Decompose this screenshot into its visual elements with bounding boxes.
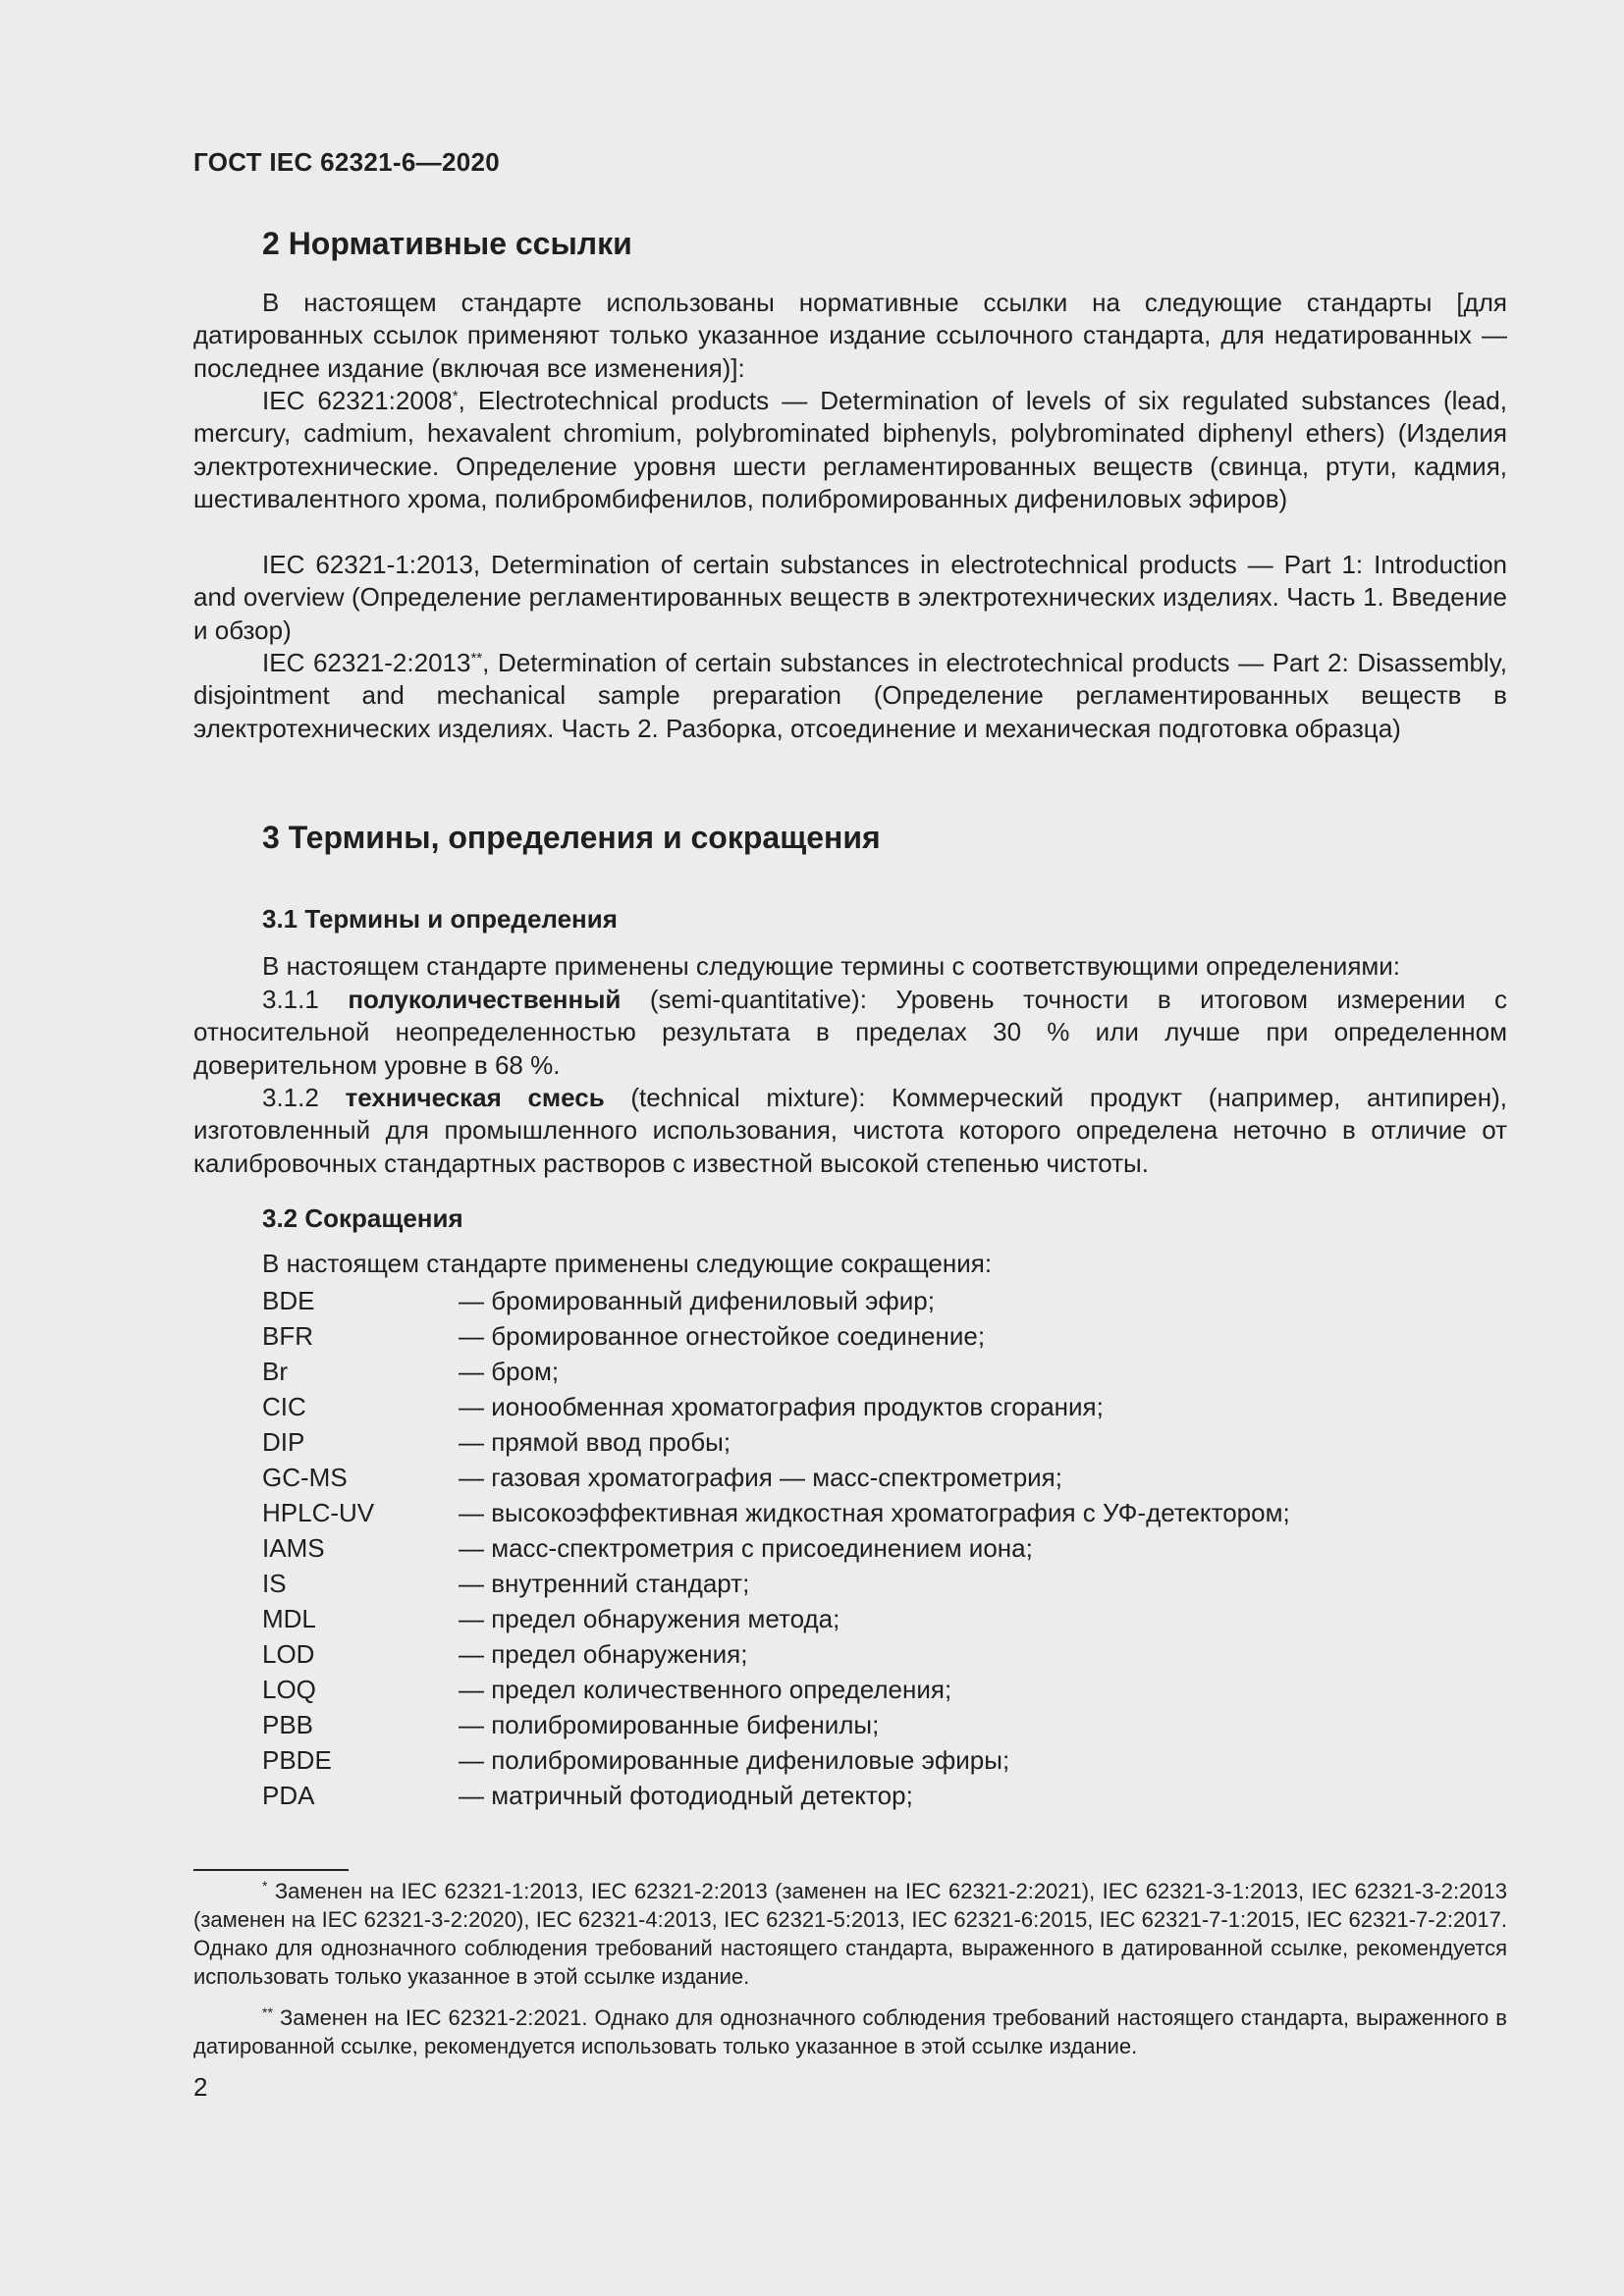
reference-1	[193, 385, 1507, 516]
term-name: техническая смесь	[345, 1083, 605, 1112]
abbreviation-term: BDE	[262, 1286, 315, 1315]
footnote-1	[193, 1877, 1507, 1991]
term-definition: (semi-quantitative): Уровень точности в итоговом измерении с относительной неопределенностью результата в пределах 30 % или лучше при определенном доверительном уровне в 68 %.	[193, 985, 1507, 1080]
abbreviation-definition: — полибромированные дифениловые эфиры;	[459, 1745, 1010, 1775]
list-item	[262, 1392, 1290, 1427]
abbreviation-term: MDL	[262, 1604, 316, 1633]
list-item	[262, 1781, 1290, 1816]
abbreviation-definition: — предел обнаружения;	[459, 1639, 748, 1669]
abbreviation-term: CIC	[262, 1392, 306, 1421]
abbreviation-definition: — бромированное огнестойкое соединение;	[459, 1321, 986, 1351]
reference-2	[193, 549, 1507, 647]
term-name: полуколичественный	[348, 985, 622, 1014]
reference-code: IEC 62321:2008	[262, 386, 453, 415]
list-item	[262, 1569, 1290, 1604]
section-3-1-intro: В настоящем стандарте применены следующие термины с соответствующими определениями:	[262, 951, 1401, 981]
abbreviation-definition: — высокоэффективная жидкостная хроматография с УФ-детектором;	[459, 1498, 1290, 1527]
reference-code: IEC 62321-1:2013	[262, 550, 473, 579]
abbreviation-definition: — внутренний стандарт;	[459, 1569, 750, 1598]
abbreviation-list	[262, 1286, 1290, 1816]
abbreviation-term: PBB	[262, 1710, 314, 1739]
document-header: ГОСТ IEC 62321-6—2020	[193, 147, 500, 177]
list-item	[262, 1357, 1290, 1392]
list-item	[262, 1745, 1290, 1781]
abbreviation-term: LOD	[262, 1639, 315, 1669]
abbreviation-definition: — ионообменная хроматография продуктов сгорания;	[459, 1392, 1104, 1421]
abbreviation-term: Br	[262, 1357, 288, 1386]
reference-text: , Electrotechnical products — Determination of levels of six regulated substances (lead, mercury, cadmium, hexavalent chromium, polybrominated biphenyls, polybrominated diphenyl ethers) (Изделия электротехнические. Определение уровня шести регламентированных веществ (свинца, ртути, кадмия, шестивалентного хрома, полибромбифенилов, полибромированных дифениловых эфиров)	[193, 386, 1507, 514]
footnote-mark: **	[470, 650, 483, 667]
abbreviation-definition: — матричный фотодиодный детектор;	[459, 1781, 913, 1810]
list-item	[262, 1463, 1290, 1498]
list-item	[262, 1675, 1290, 1710]
footnote-2	[193, 2003, 1507, 2060]
reference-text: , Determination of certain substances in electrotechnical products — Part 1: Introduction and overview (Определение регламентированных веществ в электротехнических изделиях. Часть 1. Введение и обзор)	[193, 550, 1507, 645]
abbreviation-definition: — полибромированные бифенилы;	[459, 1710, 880, 1739]
section-3-2-title: 3.2 Сокращения	[262, 1203, 463, 1233]
abbreviation-definition: — газовая хроматография — масс-спектрометрия;	[459, 1463, 1062, 1492]
abbreviation-definition: — прямой ввод пробы;	[459, 1427, 731, 1457]
term-number: 3.1.1	[262, 985, 319, 1014]
footnote-mark: *	[452, 388, 459, 404]
list-item	[262, 1639, 1290, 1675]
section-3-title: 3 Термины, определения и сокращения	[262, 820, 881, 855]
section-2-title: 2 Нормативные ссылки	[262, 226, 632, 261]
footnote-text: Заменен на IEC 62321-2:2021. Однако для однозначного соблюдения требований настоящего стандарта, выраженного в датированной ссылке, рекомендуется использовать только указанное в этой ссылке издание.	[193, 2005, 1507, 2058]
abbreviation-term: BFR	[262, 1321, 313, 1351]
abbreviation-definition: — предел обнаружения метода;	[459, 1604, 840, 1633]
footnote-mark: *	[262, 1878, 268, 1894]
footnote-mark: **	[262, 2004, 273, 2020]
section-3-1-title: 3.1 Термины и определения	[262, 904, 618, 934]
term-3-1-2	[193, 1082, 1507, 1180]
abbreviation-term: PDA	[262, 1781, 315, 1810]
abbreviation-term: DIP	[262, 1427, 305, 1457]
list-item	[262, 1286, 1290, 1321]
term-definition: (technical mixture): Коммерческий продукт (например, антипирен), изготовленный для промышленного использования, чистота которого определена неточно в отличие от калибровочных стандартных растворов с известной высокой степенью чистоты.	[193, 1083, 1507, 1178]
term-number: 3.1.2	[262, 1083, 319, 1112]
abbreviation-term: PBDE	[262, 1745, 332, 1775]
abbreviation-term: GC-MS	[262, 1463, 348, 1492]
abbreviation-definition: — предел количественного определения;	[459, 1675, 952, 1704]
section-3-2-intro: В настоящем стандарте применены следующие сокращения:	[262, 1249, 993, 1278]
reference-code: IEC 62321-2:2013	[262, 648, 471, 677]
abbreviation-definition: — бромированный дифениловый эфир;	[459, 1286, 935, 1315]
list-item	[262, 1533, 1290, 1569]
reference-text: , Determination of certain substances in electrotechnical products — Part 2: Disassembly, disjointment and mechanical sample preparation (Определение регламентированных веществ в электротехнических изделиях. Часть 2. Разборка, отсоединение и механическая подготовка образца)	[193, 648, 1508, 743]
abbreviation-term: IAMS	[262, 1533, 325, 1563]
abbreviation-term: HPLC-UV	[262, 1498, 375, 1527]
page-number: 2	[193, 2072, 208, 2102]
abbreviation-term: LOQ	[262, 1675, 316, 1704]
list-item	[262, 1427, 1290, 1463]
list-item	[262, 1321, 1290, 1357]
footnote-divider	[193, 1869, 349, 1871]
footnote-text: Заменен на IEC 62321-1:2013, IEC 62321-2:2013 (заменен на IEC 62321-2:2021), IEC 62321-3-1:2013, IEC 62321-3-2:2013 (заменен на IEC 62321-3-2:2020), IEC 62321-4:2013, IEC 62321-5:2013, IEC 62321-6:2015, IEC 62321-7-1:2015, IEC 62321-7-2:2017. Однако для однозначного соблюдения требований настоящего стандарта, выраженного в датированной ссылке, рекомендуется использовать только указанное в этой ссылке издание.	[193, 1879, 1507, 1989]
abbreviation-definition: — масс-спектрометрия с присоединением иона;	[459, 1533, 1033, 1563]
abbreviation-definition: — бром;	[459, 1357, 560, 1386]
reference-3	[193, 647, 1507, 745]
section-2-intro: В настоящем стандарте использованы нормативные ссылки на следующие стандарты [для датированных ссылок применяют только указанное издание ссылочного стандарта, для недатированных — последнее издание (включая все изменения)]:	[193, 288, 1507, 383]
abbreviation-term: IS	[262, 1569, 287, 1598]
list-item	[262, 1710, 1290, 1745]
list-item	[262, 1498, 1290, 1533]
list-item	[262, 1604, 1290, 1639]
term-3-1-1	[193, 984, 1507, 1082]
